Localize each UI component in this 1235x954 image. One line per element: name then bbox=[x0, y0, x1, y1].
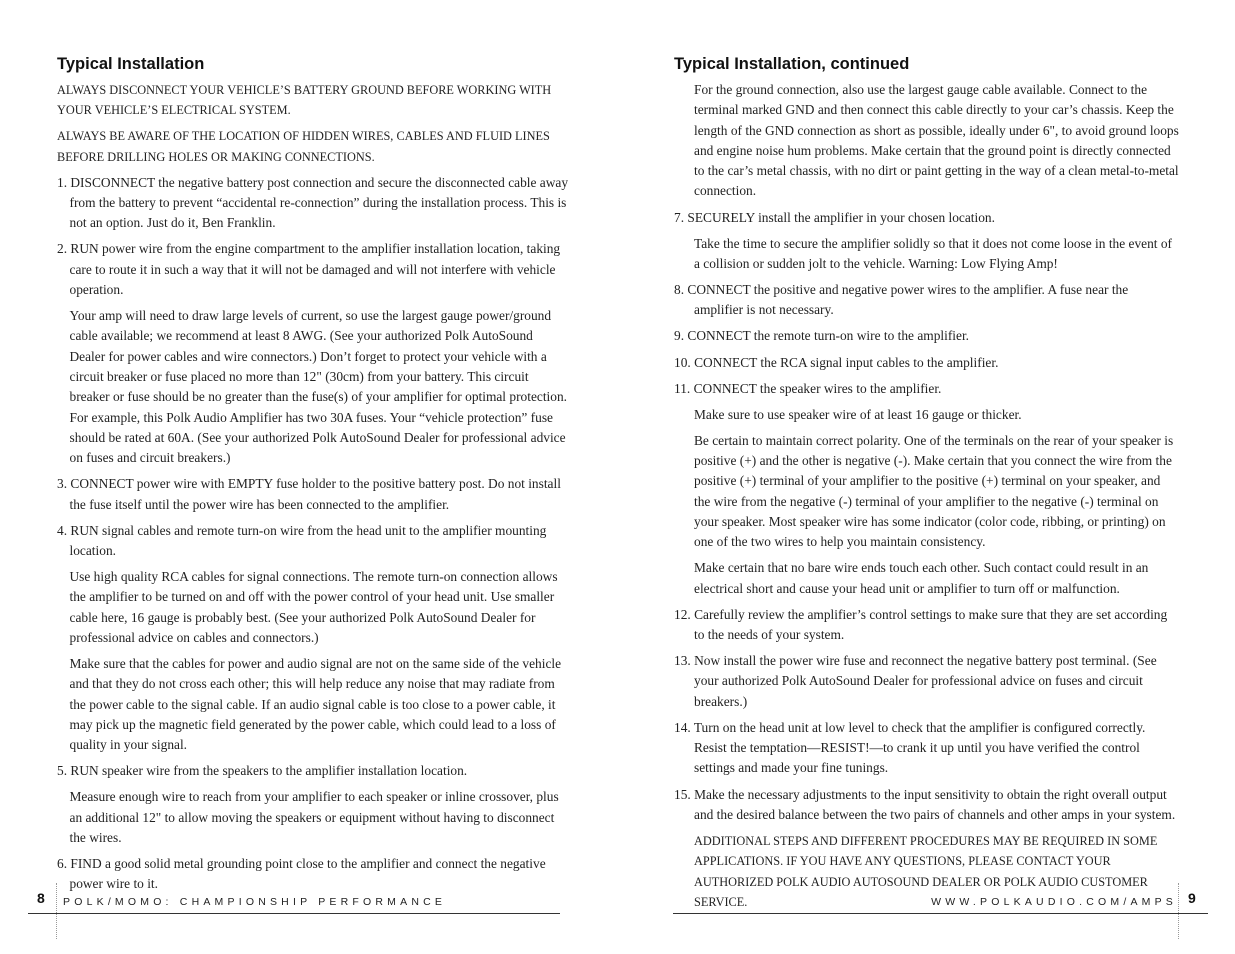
step-item: 3. CONNECT power wire with EMPTY fuse holder to the positive battery post. Do not install the fuse itself until the power wire has been connected to the amplifier. bbox=[57, 476, 561, 512]
left-page bbox=[0, 0, 617, 954]
step-item: 6. FIND a good solid metal grounding point close to the amplifier and connect the negative power wire to it. bbox=[57, 856, 546, 892]
step-note: Measure enough wire to reach from your amplifier to each speaker or inline crossover, plus an additional 12" to allow moving the speakers or equipment without having to disconnect the wires. bbox=[69, 789, 559, 846]
step-item: 14. Turn on the head unit at low level to check that the amplifier is configured correctly. Resist the temptation—RESIST!—to crank it up until you have verified the control settings and made your fine tunings. bbox=[674, 719, 1146, 776]
page-body bbox=[57, 80, 570, 901]
step-note: Make certain that no bare wire ends touch each other. Such contact could result in an electrical short and cause your head unit or amplifier to turn off or malfunction. bbox=[694, 560, 1149, 596]
page-number: 9 bbox=[1188, 890, 1196, 906]
step-item: 7. SECURELY install the amplifier in your chosen location. bbox=[674, 209, 995, 225]
step-item: 8. CONNECT the positive and negative power wires to the amplifier. A fuse near the amplifier is not necessary. bbox=[674, 282, 1129, 318]
page-heading: Typical Installation, continued bbox=[674, 55, 910, 73]
step-item: 12. Carefully review the amplifier’s control settings to make sure that they are set according to the needs of your system. bbox=[674, 606, 1168, 643]
footer-title: POLK/MOMO: CHAMPIONSHIP PERFORMANCE bbox=[63, 896, 447, 908]
page-footer bbox=[0, 884, 617, 914]
footer-url: WWW.POLKAUDIO.COM/AMPS bbox=[931, 896, 1177, 908]
closing-notice: ADDITIONAL STEPS AND DIFFERENT PROCEDURES MAY BE REQUIRED IN SOME APPLICATIONS. IF YOU HAVE ANY QUESTIONS, PLEASE CONTACT YOUR AUTHORIZED POLK AUDIO AUTOSOUND DEALER OR POLK AUDIO CUSTOMER SERVICE. bbox=[694, 833, 1158, 909]
step-note: For the ground connection, also use the largest gauge cable available. Connect to the terminal marked GND and then connect this cable directly to your car’s chassis. Keep the length of the GND connection as short as possible, ideally under 6", to avoid ground loops and engine noise hum problems. Make certain that the ground point is directly connected to the car’s metal chassis, with no dirt or paint getting in the way of a clean metal-to-metal connection. bbox=[694, 82, 1179, 199]
step-item: 11. CONNECT the speaker wires to the amplifier. bbox=[674, 380, 942, 396]
step-note: Your amp will need to draw large levels of current, so use the largest gauge power/ground cable available; we recommend at least 8 AWG. (See your authorized Polk AutoSound Dealer for power cables and wire connectors.) Don’t forget to protect your vehicle with a circuit breaker or fuse placed no more than 12" (30cm) from your battery. This circuit breaker or fuse should be no greater than the fuse(s) of your amplifier for optimal protection. For example, this Polk Audio Amplifier has two 30A fuses. Your “vehicle protection” fuse should be rated at 60A. (See your authorized Polk AutoSound Dealer for professional advice on fuses and circuit breakers.) bbox=[69, 308, 568, 466]
step-item: 9. CONNECT the remote turn-on wire to the amplifier. bbox=[674, 328, 970, 344]
footer-rule bbox=[673, 913, 1208, 914]
step-item: 4. RUN signal cables and remote turn-on wire from the head unit to the amplifier mounting location. bbox=[57, 522, 547, 559]
page-heading: Typical Installation bbox=[57, 55, 205, 73]
step-note: Take the time to secure the amplifier solidly so that it does not come loose in the event of a collision or sudden jolt to the vehicle. Warning: Low Flying Amp! bbox=[694, 235, 1173, 271]
step-note: Be certain to maintain correct polarity. One of the terminals on the rear of your speaker is positive (+) and the other is negative (-). Make certain that you connect the wire from the positive (+) terminal of your amplifier to the positive (+) terminal on your speaker, and the wire from the negative (-) terminal of your amplifier to the negative (-) terminal on your speaker. Most speaker wire has some indicator (color code, ribbing, or printing) on one of the two wires to help you maintain consistency. bbox=[694, 432, 1174, 550]
step-item: 10. CONNECT the RCA signal input cables to the amplifier. bbox=[674, 354, 999, 370]
step-item: 1. DISCONNECT the negative battery post connection and secure the disconnected cable away from the battery to prevent “accidental re-connection” during the installation process. This is not an option. Just do it, Ben Franklin. bbox=[57, 174, 569, 231]
step-note: Make sure to use speaker wire of at least 16 gauge or thicker. bbox=[694, 406, 1022, 422]
step-note: Use high quality RCA cables for signal connections. The remote turn-on connection allows the amplifier to be turned on and off with the power control of your head unit. Use smaller cable here, 16 gauge is probably best. (See your authorized Polk AutoSound Dealer for professional advice on cables and connectors.) bbox=[69, 569, 558, 645]
step-item: 13. Now install the power wire fuse and reconnect the negative battery post terminal. (See your authorized Polk AutoSound Dealer for professional advice on fuses and circuit breakers.) bbox=[674, 653, 1157, 709]
page-body bbox=[674, 80, 1180, 918]
page-footer bbox=[617, 884, 1235, 914]
warning-paragraph: ALWAYS BE AWARE OF THE LOCATION OF HIDDEN WIRES, CABLES AND FLUID LINES BEFORE DRILLING HOLES OR MAKING CONNECTIONS. bbox=[57, 129, 550, 164]
step-item: 2. RUN power wire from the engine compartment to the amplifier installation location, taking care to route it in such a way that it will not be damaged and will not interfere with vehicle operation. bbox=[57, 241, 561, 298]
page-number: 8 bbox=[37, 890, 45, 906]
step-note: Make sure that the cables for power and audio signal are not on the same side of the vehicle and that they do not cross each other; this will help reduce any noise that may radiate from the power cable to the signal cable. If an audio signal cable is too close to a power cable, it may pick up the magnetic field generated by the power cable, which could lead to a loss of quality in your signal. bbox=[69, 656, 562, 753]
step-item: 15. Make the necessary adjustments to the input sensitivity to obtain the right overall output and the desired balance between the two pairs of channels and other amps in your system. bbox=[674, 786, 1176, 822]
warning-paragraph: ALWAYS DISCONNECT YOUR VEHICLE’S BATTERY GROUND BEFORE WORKING WITH YOUR VEHICLE’S ELECTRICAL SYSTEM. bbox=[57, 83, 552, 118]
right-page bbox=[617, 0, 1235, 954]
step-item: 5. RUN speaker wire from the speakers to the amplifier installation location. bbox=[57, 763, 468, 779]
footer-rule bbox=[28, 913, 560, 914]
